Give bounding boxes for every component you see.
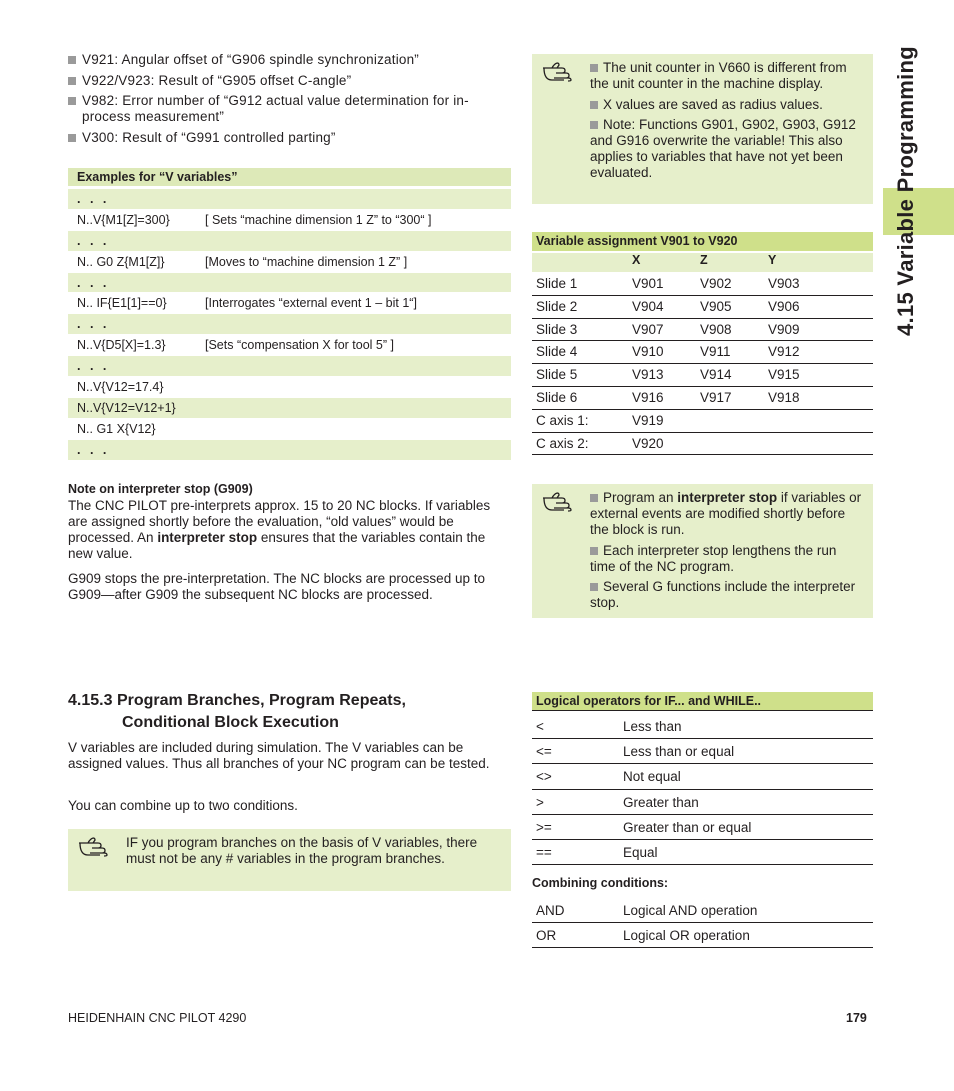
table-cell: V919 [632, 412, 664, 428]
pointing-hand-icon [542, 60, 576, 82]
example-code: N..V{M1[Z]=300} [77, 212, 170, 227]
table-cell: Slide 5 [536, 367, 578, 383]
operator-symbol: > [536, 794, 544, 810]
operator-symbol: == [536, 844, 552, 860]
table-row [532, 923, 873, 948]
table-cell: V906 [768, 298, 800, 314]
operator-meaning: Logical OR operation [623, 928, 750, 944]
table-row [532, 387, 873, 410]
table-cell: V910 [632, 344, 664, 360]
example-row [68, 335, 511, 356]
table-cell: V918 [768, 389, 800, 405]
section-paragraph-1: V variables are included during simulation. The V variables can be assigned values. Thus all branches of your NC program can be tested. [68, 740, 490, 771]
operator-meaning: Less than or equal [623, 744, 735, 760]
footer-product: HEIDENHAIN CNC PILOT 4290 [68, 1011, 247, 1025]
pointing-hand-icon [78, 835, 112, 857]
side-chapter-title: 4.15 Variable Programming [893, 46, 918, 336]
example-row [68, 356, 511, 377]
example-code: . . . [77, 317, 110, 332]
table-cell: C axis 2: [536, 435, 589, 451]
example-comment: [Moves to “machine dimension 1 Z” ] [205, 254, 408, 269]
table-cell: V904 [632, 298, 664, 314]
examples-table [68, 189, 511, 461]
table-row [532, 341, 873, 364]
table-row [532, 433, 873, 456]
operator-symbol: AND [536, 903, 565, 918]
table-cell: V905 [700, 298, 732, 314]
table-row [532, 364, 873, 387]
note-title: Note on interpreter stop (G909) [68, 482, 253, 496]
unit-counter-tip-box [532, 54, 873, 204]
example-comment: [Interrogates “external event 1 – bit 1“] [205, 296, 417, 311]
table-cell: V916 [632, 389, 664, 405]
table-row [532, 898, 873, 923]
table-cell: Slide 3 [536, 321, 578, 337]
bullet-item: V300: Result of “G991 controlled parting” [68, 130, 498, 146]
tip-item: Each interpreter stop lengthens the run time of the NC program. [590, 542, 837, 574]
table-cell: V917 [700, 389, 732, 405]
combining-table [532, 898, 873, 948]
example-row [68, 210, 511, 231]
table-row [532, 815, 873, 840]
example-code: . . . [77, 359, 110, 374]
branch-tip-box [68, 829, 511, 891]
bullet-square-icon [68, 56, 76, 64]
section-paragraph-2: You can combine up to two conditions. [68, 798, 298, 813]
example-row [68, 419, 511, 440]
table-row [532, 273, 873, 296]
page-number: 179 [846, 1011, 867, 1025]
example-row [68, 377, 511, 398]
operator-meaning: Not equal [623, 769, 681, 785]
example-code: . . . [77, 275, 110, 290]
logical-operators-table [532, 714, 873, 865]
table-cell: V915 [768, 367, 800, 383]
variable-table [532, 273, 873, 455]
example-code: N..V{D5[X]=1.3} [77, 338, 166, 353]
tip-item: The unit counter in V660 is different from the unit counter in the machine display. [590, 60, 847, 91]
table-cell: V907 [632, 321, 664, 337]
operator-symbol: <> [536, 769, 552, 785]
table-cell: V901 [632, 276, 664, 291]
example-code: . . . [77, 233, 110, 248]
table-cell: V909 [768, 321, 800, 337]
bullet-square-icon [590, 583, 598, 591]
bullet-item: V922/V923: Result of “G905 offset C-angle” [68, 73, 498, 89]
operator-meaning: Greater than or equal [623, 819, 752, 835]
tip-item: Several G functions include the interpreter stop. [590, 579, 856, 610]
branch-tip-text: IF you program branches on the basis of V variables, there must not be any # variables in the program branches. [126, 835, 478, 866]
note-paragraph-1: The CNC PILOT pre-interprets approx. 15 to 20 NC blocks. If variables are assigned shortly before the evaluation, “old values” would be processed. An interpreter stop ensures that the variables contain the new value. [68, 498, 491, 561]
table-row [532, 410, 873, 433]
example-row [68, 231, 511, 252]
tip-item: X values are saved as radius values. [590, 97, 865, 113]
operator-symbol: <= [536, 744, 552, 760]
section-heading: 4.15.3 Program Branches, Program Repeats, Conditional Block Execution [68, 692, 406, 731]
example-row [68, 398, 511, 419]
example-code: . . . [77, 442, 110, 457]
table-cell: V920 [632, 435, 664, 451]
combining-title: Combining conditions: [532, 876, 669, 890]
example-comment: [ Sets “machine dimension 1 Z” to “300“ ] [205, 212, 432, 227]
bullet-square-icon [590, 494, 598, 502]
section-number: 4.15.3 [68, 692, 113, 709]
table-cell: V908 [700, 321, 732, 337]
table-row [532, 296, 873, 319]
bullet-square-icon [68, 97, 76, 105]
example-code: N.. G1 X{V12} [77, 421, 156, 436]
table-row [532, 319, 873, 342]
operator-symbol: < [536, 719, 544, 734]
operator-meaning: Equal [623, 844, 658, 860]
table-cell: Slide 4 [536, 344, 578, 360]
table-cell: Slide 2 [536, 298, 578, 314]
table-cell: C axis 1: [536, 412, 589, 428]
table-cell: V911 [700, 344, 731, 360]
operator-meaning: Logical AND operation [623, 903, 758, 918]
pointing-hand-icon [542, 490, 576, 512]
example-code: N..V{V12=17.4} [77, 380, 164, 395]
example-row [68, 293, 511, 314]
table-row [532, 739, 873, 764]
bullet-item: V921: Angular offset of “G906 spindle synchronization” [68, 52, 498, 68]
tip-item: Note: Functions G901, G902, G903, G912 and G916 overwrite the variable! This also applies to variables that have not yet been evaluated. [590, 117, 856, 180]
operator-symbol: >= [536, 819, 552, 835]
bullet-square-icon [590, 101, 598, 109]
example-row [68, 440, 511, 461]
variable-table-title: Variable assignment V901 to V920 [532, 232, 873, 251]
bullet-square-icon [590, 547, 598, 555]
unit-counter-tip-text [590, 60, 865, 186]
variable-table-header: X Z Y [532, 253, 873, 272]
table-cell: V913 [632, 367, 664, 383]
example-row [68, 273, 511, 294]
note-paragraph-2: G909 stops the pre-interpretation. The NC blocks are processed up to G909—after G909 the subsequent NC blocks are processed. [68, 571, 485, 602]
table-cell: V903 [768, 276, 800, 291]
example-row [68, 314, 511, 335]
table-cell: V912 [768, 344, 800, 360]
table-cell: Slide 6 [536, 389, 578, 405]
bullet-square-icon [68, 134, 76, 142]
example-code: N.. G0 Z{M1[Z]} [77, 254, 165, 269]
table-cell: V902 [700, 276, 732, 291]
operator-symbol: OR [536, 928, 557, 944]
example-code: N..V{V12=V12+1} [77, 400, 176, 415]
interpreter-stop-tip-box [532, 484, 873, 618]
examples-table-title: Examples for “V variables” [68, 168, 511, 186]
tip-item: Program an interpreter stop if variables or external events are modified shortly before the block is run. [590, 490, 862, 537]
bullet-square-icon [590, 64, 598, 72]
table-row [532, 714, 873, 739]
bullet-square-icon [590, 121, 598, 129]
bullet-list [68, 52, 498, 150]
operator-meaning: Greater than [623, 794, 699, 810]
table-row [532, 840, 873, 865]
example-code: . . . [77, 192, 110, 206]
interpreter-stop-tip-text [590, 490, 865, 616]
example-row [68, 252, 511, 273]
table-row [532, 764, 873, 789]
example-code: N.. IF{E1[1]==0} [77, 296, 167, 311]
bullet-item: V982: Error number of “G912 actual value determination for in-process measurement” [68, 93, 498, 125]
logical-operators-title: Logical operators for IF... and WHILE.. [532, 692, 873, 711]
table-cell: Slide 1 [536, 276, 578, 291]
example-comment: [Sets “compensation X for tool 5” ] [205, 338, 394, 353]
example-row [68, 189, 511, 210]
bullet-square-icon [68, 77, 76, 85]
operator-meaning: Less than [623, 719, 682, 734]
table-cell: V914 [700, 367, 732, 383]
table-row [532, 790, 873, 815]
